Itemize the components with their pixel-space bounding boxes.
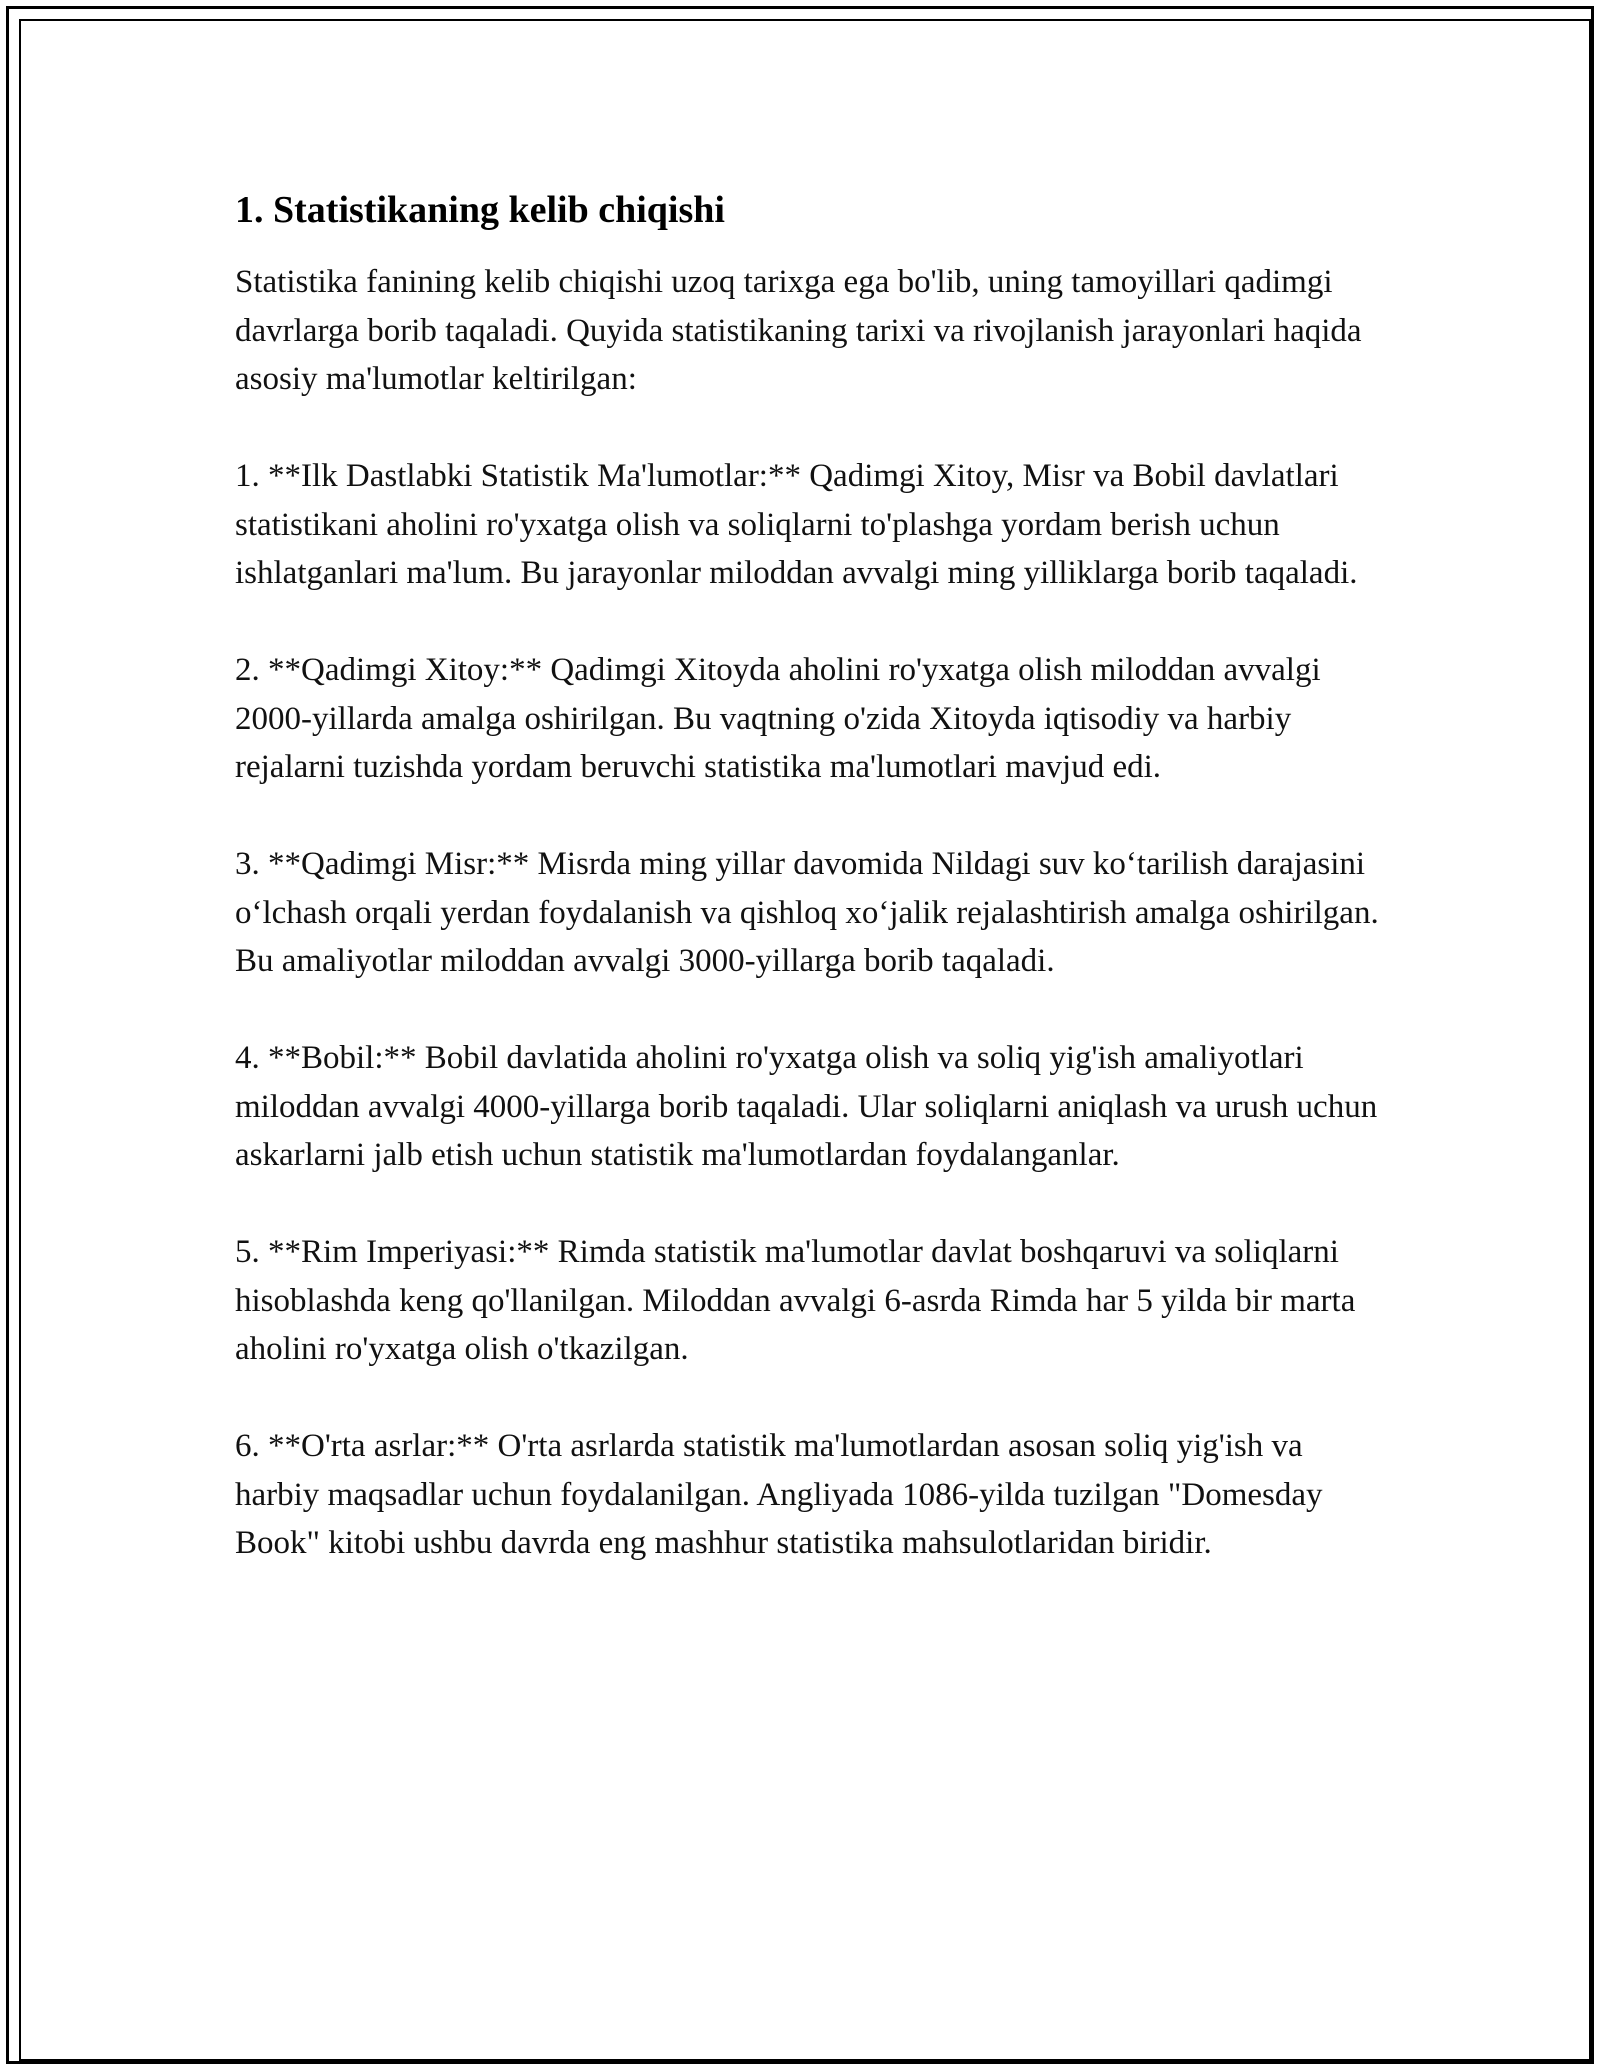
- intro-paragraph: Statistika fanining kelib chiqishi uzoq tarixga ega bo'lib, uning tamoyillari qadimgi davrlarga borib taqaladi. Quyida statistikaning tarixi va rivojlanish jarayonlari haqida asosiy ma'lumotlar keltirilgan:: [235, 264, 1362, 397]
- list-item-6: 6. **O'rta asrlar:** O'rta asrlarda statistik ma'lumotlardan asosan soliq yig'ish va harbiy maqsadlar uchun foydalanilgan. Angliyada 1086-yilda tuzilgan "Domesday Book" kitobi ushbu davrda eng mashhur statistika mahsulotlaridan biridir.: [235, 1428, 1323, 1561]
- list-item-2: 2. **Qadimgi Xitoy:** Qadimgi Xitoyda aholini ro'yxatga olish miloddan avvalgi 2000-yillarda amalga oshirilgan. Bu vaqtning o'zida Xitoyda iqtisodiy va harbiy rejalarni tuzishda yordam beruvchi statistika ma'lumotlari mavjud edi.: [235, 652, 1321, 785]
- document-title: 1. Statistikaning kelib chiqishi: [235, 189, 725, 231]
- list-item-3: 3. **Qadimgi Misr:** Misrda ming yillar davomida Nildagi suv ko‘tarilish darajasini o‘lchash orqali yerdan foydalanish va qishloq xo‘jalik rejalashtirish amalga oshirilgan. Bu amaliyotlar miloddan avvalgi 3000-yillarga borib taqaladi.: [235, 846, 1379, 979]
- document-body: [235, 186, 1385, 1616]
- list-item-1: 1. **Ilk Dastlabki Statistik Ma'lumotlar:** Qadimgi Xitoy, Misr va Bobil davlatlari statistikani aholini ro'yxatga olish va soliqlarni to'plashga yordam berish uchun ishlatganlari ma'lum. Bu jarayonlar miloddan avvalgi ming yilliklarga borib taqaladi.: [235, 458, 1358, 591]
- list-item-4: 4. **Bobil:** Bobil davlatida aholini ro'yxatga olish va soliq yig'ish amaliyotlari miloddan avvalgi 4000-yillarga borib taqaladi. Ular soliqlarni aniqlash va urush uchun askarlarni jalb etish uchun statistik ma'lumotlardan foydalanganlar.: [235, 1040, 1378, 1173]
- list-item-5: 5. **Rim Imperiyasi:** Rimda statistik ma'lumotlar davlat boshqaruvi va soliqlarni hisoblashda keng qo'llanilgan. Miloddan avvalgi 6-asrda Rimda har 5 yilda bir marta aholini ro'yxatga olish o'tkazilgan.: [235, 1234, 1356, 1367]
